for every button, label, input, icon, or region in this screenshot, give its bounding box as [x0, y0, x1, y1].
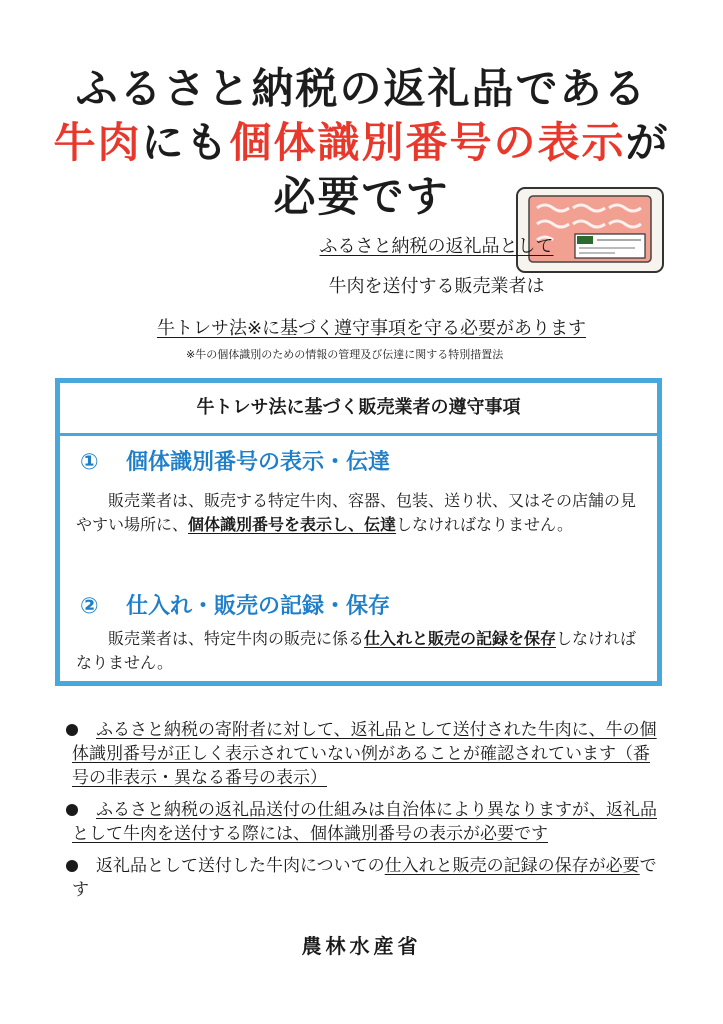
- bullet-dot-icon: [66, 804, 78, 816]
- item-1-title-text: 個体識別番号の表示・伝達: [126, 450, 391, 475]
- item-2-text: [76, 627, 650, 675]
- item-2-title: [80, 589, 390, 620]
- title-line-2: [0, 116, 723, 170]
- intro-line-1: [75, 232, 723, 258]
- bullet-3-text-c: です: [72, 856, 657, 900]
- item-2-text-b: 仕入れと販売の記録を保存: [364, 629, 557, 648]
- ministry-name: 農林水産省: [301, 934, 422, 958]
- item-2-title-text: 仕入れ・販売の記録・保存: [126, 594, 391, 619]
- bullet-2-text: ふるさと納税の返礼品送付の仕組みは自治体により異なりますが、返礼品として牛肉を送付する際には、個体識別番号の表示が必要です: [72, 800, 657, 844]
- item-1-text: [76, 489, 650, 537]
- item-2-number: ②: [80, 594, 99, 619]
- title-line-3: 必要です: [273, 172, 450, 221]
- intro-line-3: [10, 314, 723, 340]
- requirements-box: [55, 378, 662, 686]
- list-item: [72, 798, 662, 846]
- bullet-3-text-b: 仕入れと販売の記録の保存が必要: [384, 856, 640, 876]
- title-ga: が: [625, 118, 670, 167]
- list-item: [72, 718, 662, 790]
- intro-line-2: [75, 272, 723, 298]
- item-1-text-c: しなければなりません。: [396, 515, 573, 534]
- intro-line-1-text: ふるさと納税の返礼品として: [319, 236, 554, 257]
- intro-line-3-text: 牛トレサ法※に基づく遵守事項を守る必要があります: [156, 318, 587, 339]
- list-item: [72, 854, 662, 902]
- bullet-dot-icon: [66, 860, 78, 872]
- title-beef: 牛肉: [53, 118, 142, 167]
- bullet-dot-icon: [66, 724, 78, 736]
- notice-bullets: [72, 718, 662, 910]
- beef-package-icon: [515, 182, 665, 278]
- item-1-title: [80, 445, 390, 476]
- title-nimo: にも: [141, 118, 230, 167]
- bullet-1-text: ふるさと納税の寄附者に対して、返礼品として送付された牛肉に、牛の個体識別番号が正しく表示されていない例があることが確認されています（番号の非表示・異なる番号の表示）: [72, 720, 657, 788]
- bullet-3-text-a: 返礼品として送付した牛肉についての: [96, 856, 385, 876]
- intro-line-2-text: 牛肉を送付する販売業者は: [328, 276, 545, 297]
- item-1-text-b: 個体識別番号を表示し、伝達: [188, 515, 397, 534]
- title-line-1: ふるさと納税の返礼品である: [75, 64, 648, 113]
- item-1-number: ①: [80, 450, 99, 475]
- law-footnote: ※牛の個体識別のための情報の管理及び伝達に関する特別措置法: [186, 348, 504, 361]
- item-2-text-c: しなければなりません。: [76, 629, 637, 672]
- title-id-display: 個体識別番号の表示: [229, 118, 626, 167]
- item-1-text-a: 販売業者は、販売する特定牛肉、容器、包装、送り状、又はその店舗の見やすい場所に、: [76, 491, 637, 534]
- item-2-text-a: 販売業者は、特定牛肉の販売に係る: [108, 629, 365, 648]
- requirements-header: 牛トレサ法に基づく販売業者の遵守事項: [60, 383, 657, 436]
